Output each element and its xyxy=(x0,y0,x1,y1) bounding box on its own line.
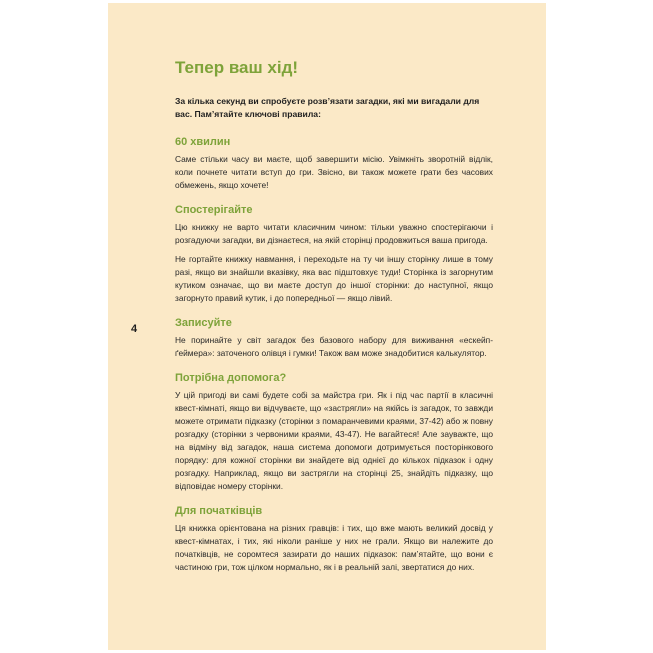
page-content xyxy=(175,57,493,585)
section-heading: Потрібна допомога? xyxy=(175,372,287,384)
section-heading: 60 хвилин xyxy=(175,136,231,148)
section-paragraph: Цю книжку не варто читати класичним чином: тільки уважно спостерігаючи і розгадуючи загадки, ви дізнаєтеся, на якій сторінці продовжиться ваша пригода. xyxy=(175,222,493,245)
section-need-help xyxy=(175,371,493,493)
section-beginners xyxy=(175,504,493,574)
section-write-down xyxy=(175,316,493,360)
section-paragraph: Ця книжка орієнтована на різних гравців: і тих, що вже мають великий досвід у квест-кімнатах, і тих, які ніколи раніше у них не грали. Якщо ви належите до початківців, не соромтеся зазирати до наших підказок: пам’ятайте, що вони є частиною гри, тож цілком нормально, як і в реальній залі, звертатися до них. xyxy=(175,523,493,572)
section-paragraph: Не поринайте у світ загадок без базового набору для виживання «ескейп-ґеймера»: заточеного олівця і гумки! Також вам може знадобитися калькулятор. xyxy=(175,335,493,358)
section-60-minutes xyxy=(175,135,493,192)
section-heading: Записуйте xyxy=(175,317,232,329)
section-observe xyxy=(175,203,493,305)
section-heading: Спостерігайте xyxy=(175,204,253,216)
page-number: 4 xyxy=(131,323,138,335)
section-paragraph: Не гортайте книжку навмання, і переходьте на ту чи іншу сторінку лише в тому разі, якщо ви знайшли вказівку, яка вас підштовхує туди! Сторінка із загорнутим кутиком означає, що ви маєте доступ до іншої сторінки: до наступної, якщо загорнуто правий кутик, і до попередньої — якщо лівий. xyxy=(175,254,493,303)
page-title: Тепер ваш хід! xyxy=(175,58,299,77)
section-heading: Для початківців xyxy=(175,505,263,517)
book-page xyxy=(108,3,546,650)
intro-text: За кілька секунд ви спробуєте розв’язати загадки, які ми вигадали для вас. Пам’ятайте ключові правила: xyxy=(175,96,480,119)
section-paragraph: У цій пригоді ви самі будете собі за майстра гри. Як і під час партії в класичні квест-кімнаті, якщо ви відчуваєте, що «застрягли» на якійсь із загадок, то завжди можете отримати підказку (сторінки з помаранчевими краями, 37-42) або ж повну розгадку (сторінки з червоними краями, 43-47). Не вагайтеся! Але зауважте, що на відміну від загадок, наша система допомоги дотримується посторінкового порядку: для кожної сторінки ви знайдете від однієї до кількох підказок і одну розгадку. Наприклад, якщо ви застрягли на сторінці 25, знайдіть підказку, що відповідає номеру сторінки. xyxy=(175,390,493,491)
section-paragraph: Саме стільки часу ви маєте, щоб завершити місію. Увімкніть зворотній відлік, коли почнете читати вступ до гри. Звісно, ви також можете грати без часових обмежень, якщо хочете! xyxy=(175,154,493,190)
